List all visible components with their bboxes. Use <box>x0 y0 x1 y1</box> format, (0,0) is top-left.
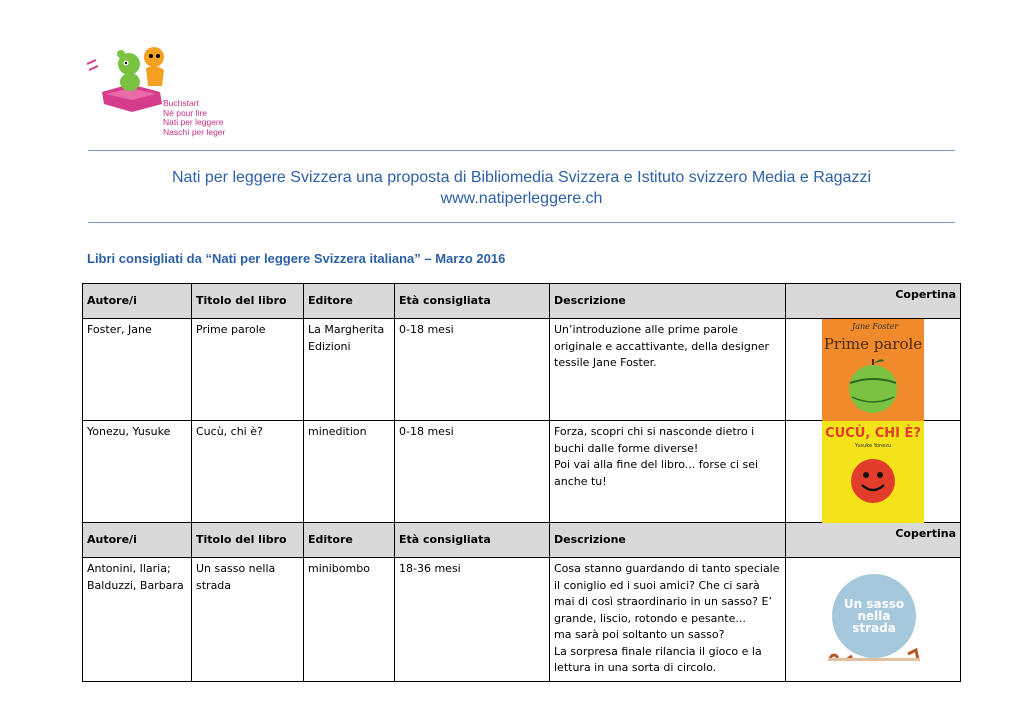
cover-title-text: Prime parole <box>823 335 923 353</box>
column-header: Editore <box>304 284 395 319</box>
logo-line: Nati per leggere <box>163 117 224 127</box>
logo-line: Nè pour lire <box>163 107 207 118</box>
title-cell: Un sasso nella strada <box>192 558 304 682</box>
author-cell: Antonini, Ilaria; Balduzzi, Barbara <box>83 558 192 682</box>
cover-title-line: strada <box>852 621 896 635</box>
column-header: Copertina <box>786 284 961 319</box>
logo-wordmark <box>163 99 225 137</box>
cover-cucu-chi-e <box>822 421 924 523</box>
column-header: Età consigliata <box>395 523 550 558</box>
title-cell: Cucù, chi è? <box>192 421 304 523</box>
cover-author-text: Jane Foster <box>852 322 899 331</box>
table-header-row <box>83 523 961 558</box>
column-header: Titolo del libro <box>192 284 304 319</box>
cover-title-line: Un sasso <box>843 597 905 611</box>
column-header: Autore/i <box>83 523 192 558</box>
table-row <box>83 558 961 682</box>
description-cell: Cosa stanno guardando di tanto speciale il coniglio ed i suoi amici? Che ci sarà mai di così straordinario in un sasso? E’ grande, liscio, rotondo e pesante... ma sarà poi soltanto un sasso? La sorpresa finale rilancia il gioco e la lettura in una sorta di circolo. <box>550 558 786 682</box>
column-header: Descrizione <box>550 284 786 319</box>
cover-author-text: Yusuke Yonezu <box>854 443 892 449</box>
publisher-cell: minibombo <box>304 558 395 682</box>
table-header-row <box>83 284 961 319</box>
cover-un-sasso-nella-strada <box>824 572 924 672</box>
cover-cell <box>786 421 961 523</box>
age-cell: 18-36 mesi <box>395 558 550 682</box>
logo-line: Naschì per leger <box>163 126 226 137</box>
cover-title-text: CUCÙ, CHI È? <box>825 426 921 441</box>
column-header: Copertina <box>786 523 961 558</box>
publisher-cell: La Margherita Edizioni <box>304 319 395 421</box>
list-heading: Libri consigliati da “Nati per leggere Svizzera italiana” – Marzo 2016 <box>87 251 506 266</box>
author-cell: Foster, Jane <box>83 319 192 421</box>
age-cell: 0-18 mesi <box>395 421 550 523</box>
column-header: Titolo del libro <box>192 523 304 558</box>
column-header: Descrizione <box>550 523 786 558</box>
logo-line: Buchstart <box>163 98 199 108</box>
header-rule-bottom <box>88 222 955 223</box>
column-header: Editore <box>304 523 395 558</box>
author-cell: Yonezu, Yusuke <box>83 421 192 523</box>
books-table <box>82 283 961 682</box>
website-link[interactable]: www.natiperleggere.ch <box>440 190 603 207</box>
cover-cell <box>786 558 961 682</box>
cover-title-line: nella <box>857 609 891 623</box>
cover-prime-parole <box>822 319 924 421</box>
table-row <box>83 319 961 421</box>
header-rule-top <box>88 150 955 151</box>
publisher-cell: minedition <box>304 421 395 523</box>
table-row <box>83 421 961 523</box>
age-cell: 0-18 mesi <box>395 319 550 421</box>
column-header: Età consigliata <box>395 284 550 319</box>
column-header: Autore/i <box>83 284 192 319</box>
description-cell: Un’introduzione alle prime parole originale e accattivante, della designer tessile Jane Foster. <box>550 319 786 421</box>
description-cell: Forza, scopri chi si nasconde dietro i buchi dalle forme diverse! Poi vai alla fine del libro... forse ci sei anche tu! <box>550 421 786 523</box>
cover-cell <box>786 319 961 421</box>
title-cell: Prime parole <box>192 319 304 421</box>
page-title: Nati per leggere Svizzera una proposta di Bibliomedia Svizzera e Istituto svizzero Media e Ragazzi <box>171 169 871 186</box>
